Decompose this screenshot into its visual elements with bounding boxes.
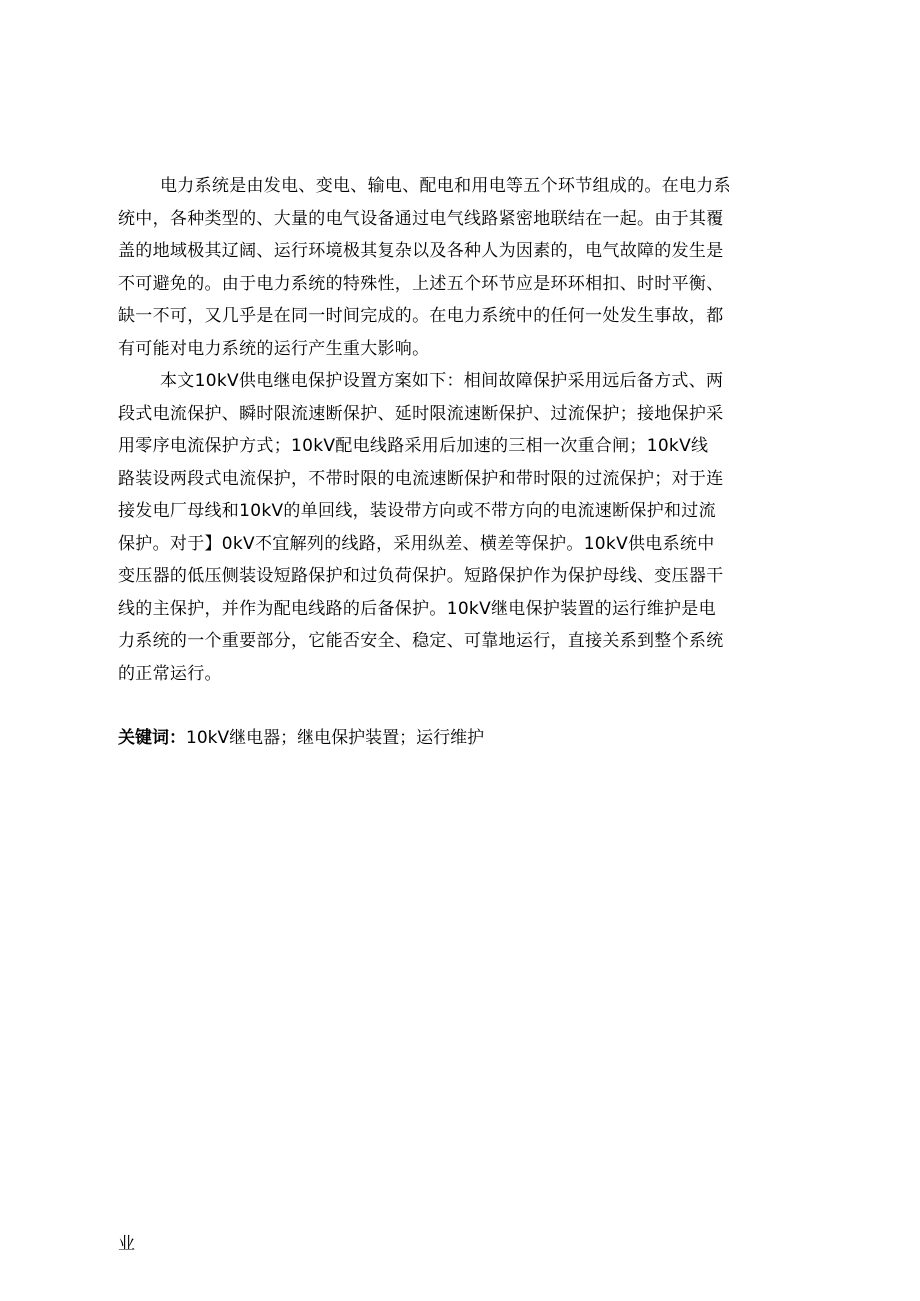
paragraph-line: 不可避免的。由于电力系统的特殊性，上述五个环节应是环环相扣、时时平衡、 [118,273,724,294]
keywords-value: 10kV继电器；继电保护装置；运行维护 [186,728,485,748]
paragraph-line: 路装设两段式电流保护，不带时限的电流速断保护和带时限的过流保护；对于连 [118,468,724,489]
paragraph-line: 接发电厂母线和10kV的单回线，装设带方向或不带方向的电流速断保护和过流 [118,501,716,521]
footer-mark: 业 [118,1234,135,1254]
paragraph-line: 力系统的一个重要部分，它能否安全、稳定、可靠地运行，直接关系到整个系统 [118,631,724,651]
paragraph-line: 段式电流保护、瞬时限流速断保护、延时限流速断保护、过流保护；接地保护采 [118,403,724,424]
paragraph-line: 用零序电流保护方式；10kV配电线路采用后加速的三相一次重合闸；10kV线 [118,436,709,456]
keywords-line [118,722,484,754]
paragraph-line: 变压器的低压侧装设短路保护和过负荷保护。短路保护作为保护母线、变压器干 [118,566,724,586]
keywords-label: 关键词： [118,728,186,748]
paragraph-line: 缺一不可，又几乎是在同一时间完成的。在电力系统中的任何一处发生事故，都 [118,306,724,326]
paragraph-line: 本文10kV供电继电保护设置方案如下：相间故障保护采用远后备方式、两 [160,371,724,391]
paragraph-line: 的正常运行。 [118,663,222,684]
paragraph-line: 有可能对电力系统的运行产生重大影响。 [118,338,430,359]
paragraph-line: 线的主保护，并作为配电线路的后备保护。10kV继电保护装置的运行维护是电 [118,598,716,619]
paragraph-line: 盖的地域极其辽阔、运行环境极其复杂以及各种人为因素的，电气故障的发生是 [118,241,724,261]
paragraph-line: 电力系统是由发电、变电、输电、配电和用电等五个环节组成的。在电力系 [160,176,731,196]
paragraph-1 [118,170,778,365]
abstract-body [118,170,778,690]
paragraph-2 [118,365,778,690]
paragraph-line: 保护。对于】0kV不宜解列的线路，采用纵差、横差等保护。10kV供电系统中 [118,533,715,554]
paragraph-line: 统中，各种类型的、大量的电气设备通过电气线路紧密地联结在一起。由于其覆 [118,208,724,229]
